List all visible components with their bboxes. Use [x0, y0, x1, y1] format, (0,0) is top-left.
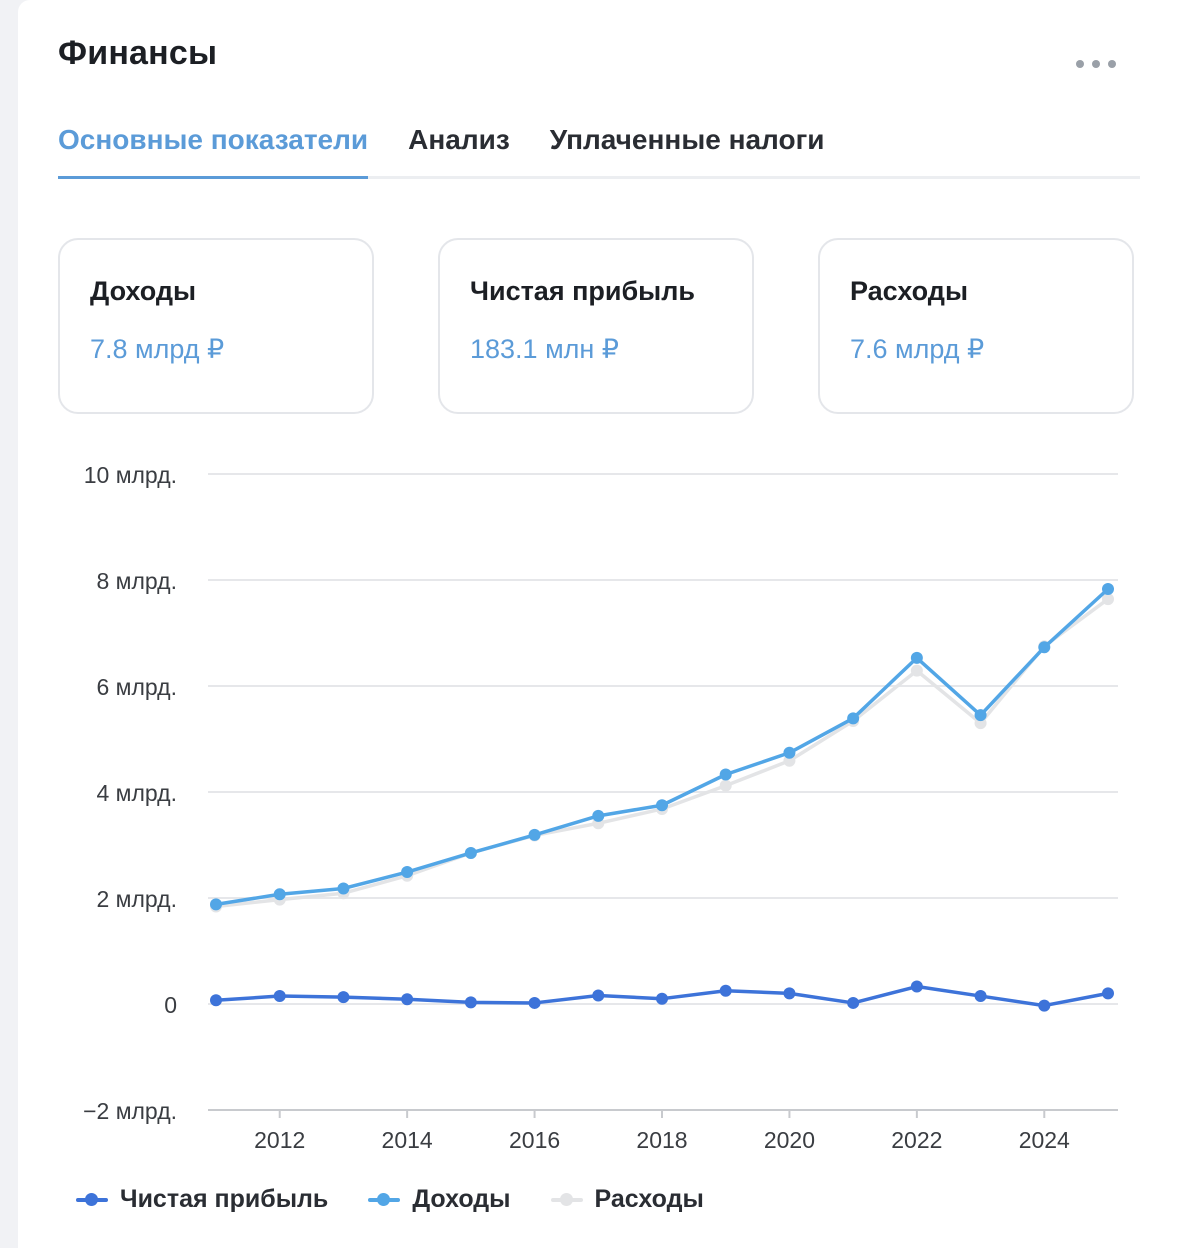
x-tick-label: 2014 [381, 1127, 433, 1153]
card-value: 183.1 млн ₽ [470, 334, 619, 364]
card-value: 7.8 млрд ₽ [90, 334, 225, 364]
data-point [337, 882, 349, 894]
data-point [401, 993, 413, 1005]
card-label: Доходы [90, 276, 197, 306]
data-point [975, 709, 987, 721]
y-tick-label: 2 млрд. [96, 886, 177, 912]
chart-legend [76, 1185, 704, 1214]
data-point [1038, 641, 1050, 653]
card-label: Чистая прибыль [470, 276, 695, 306]
tab-paid-taxes[interactable]: Уплаченные налоги [549, 124, 825, 155]
data-point [274, 990, 286, 1002]
legend-item-expenses[interactable] [551, 1185, 704, 1214]
data-point [911, 665, 923, 677]
data-point [656, 799, 668, 811]
data-point [1038, 1000, 1050, 1012]
data-point [592, 810, 604, 822]
x-tick-label: 2012 [254, 1127, 306, 1153]
data-point [465, 996, 477, 1008]
data-point [529, 829, 541, 841]
data-point [783, 987, 795, 999]
data-point [720, 780, 732, 792]
x-tick-label: 2018 [636, 1127, 688, 1153]
data-point [720, 985, 732, 997]
data-point [274, 888, 286, 900]
data-point [911, 981, 923, 993]
y-tick-label: −2 млрд. [83, 1098, 177, 1124]
data-point [847, 712, 859, 724]
data-point [465, 847, 477, 859]
legend-swatch [368, 1198, 400, 1202]
data-point [911, 652, 923, 664]
card-value: 7.6 млрд ₽ [850, 334, 985, 364]
data-point [210, 898, 222, 910]
series-line-2 [216, 599, 1108, 906]
x-tick-label: 2022 [891, 1127, 943, 1153]
legend-swatch [551, 1198, 583, 1202]
data-point [401, 866, 413, 878]
data-point [783, 747, 795, 759]
data-point [337, 991, 349, 1003]
data-point [529, 997, 541, 1009]
series-line-1 [216, 589, 1108, 904]
tab-analysis[interactable]: Анализ [408, 124, 510, 155]
y-tick-label: 0 [164, 992, 177, 1018]
card-label: Расходы [850, 276, 969, 306]
legend-item-income[interactable] [368, 1185, 510, 1214]
y-tick-label: 10 млрд. [83, 462, 177, 488]
legend-label: Доходы [412, 1185, 511, 1213]
data-point [720, 769, 732, 781]
x-tick-label: 2024 [1018, 1127, 1070, 1153]
y-tick-label: 8 млрд. [96, 568, 177, 594]
y-tick-label: 6 млрд. [96, 674, 177, 700]
legend-swatch [76, 1198, 108, 1202]
legend-item-net-profit[interactable] [76, 1185, 328, 1214]
page-title: Финансы [58, 34, 218, 72]
x-tick-label: 2020 [763, 1127, 816, 1153]
data-point [592, 990, 604, 1002]
data-point [656, 993, 668, 1005]
data-point [1102, 583, 1114, 595]
data-point [1102, 987, 1114, 999]
y-tick-label: 4 млрд. [96, 780, 177, 806]
data-point [847, 997, 859, 1009]
data-point [210, 994, 222, 1006]
data-point [975, 990, 987, 1002]
legend-label: Расходы [594, 1185, 704, 1213]
tab-main-indicators[interactable]: Основные показатели [58, 118, 368, 176]
legend-label: Чистая прибыль [120, 1185, 329, 1213]
x-tick-label: 2016 [508, 1127, 561, 1153]
